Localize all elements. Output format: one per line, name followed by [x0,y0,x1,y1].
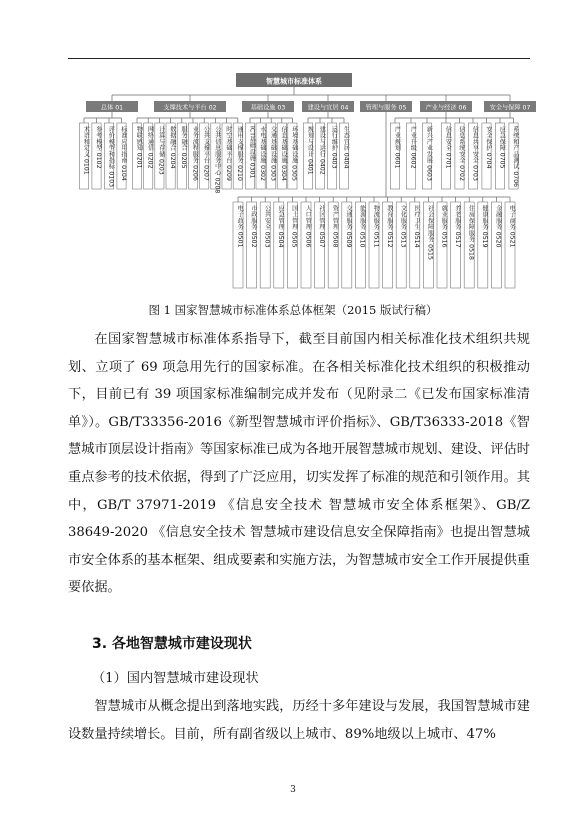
leaf-label: ICT基础设施 0301 [248,126,256,179]
leaf-label: 标准应用指南 0104 [119,126,127,181]
leaf-label: 水电基础设施 0302 [258,126,266,181]
category-label: 支撑技术与平台 02 [163,104,217,112]
figure-caption: 图 1 国家智慧城市标准体系总体框架（2015 版试行稿） [148,303,438,317]
leaf-label: 术语和定义 0101 [82,126,90,175]
service-leaf-label: 住房保障服务 0518 [467,205,475,260]
service-leaf-label: 医疗卫生 0514 [413,205,421,248]
leaf-label: 信息基础设施 0304 [280,126,288,181]
leaf-label: 时空基础平台 0209 [224,126,232,181]
category-label: 管理与服务 05 [365,104,407,112]
leaf-label: 信息系统安全 0702 [457,126,465,181]
leaf-label: 系统和产品测试 0706 [511,126,519,188]
service-leaf-label: 教育服务 0512 [385,205,393,248]
leaf-label: 产业升级 0602 [409,126,417,169]
leaf-label: 生态宜居 0404 [342,126,350,169]
section-heading: 3. 各地智慧城市建设现状 [92,636,252,652]
page-number: 3 [290,785,296,795]
leaf-label: 运行维护 0403 [330,126,338,169]
service-leaf-label: 养老服务 0517 [453,205,461,248]
standards-framework-diagram [0,0,586,300]
service-leaf-label: 就业服务 0516 [440,205,448,248]
leaf-label: 安全保护 0704 [484,126,492,169]
body-paragraph-2: 智慧城市从概念提出到落地实践，历经十多年建设与发展，我国智慧城市建设数量持续增长。目前，所有副省级以上城市、89%地级以上城市、47% [68,699,530,742]
service-leaf-label: 国土管理 0505 [290,205,298,248]
leaf-label: 信息共享安全 0703 [471,126,479,181]
service-leaf-label: 资产管理 0508 [331,205,339,248]
service-leaf-label: 文化服务 0513 [399,205,407,248]
category-label: 建设与宜居 04 [307,104,349,112]
service-leaf-label: 社会保障服务 0515 [426,205,434,260]
leaf-label: 计算与存储 0203 [157,126,165,175]
category-label: 安全与保障 07 [489,104,531,112]
category-label: 基础设施 03 [250,104,286,112]
leaf-label: 服务融合 0205 [180,126,188,169]
leaf-label: 规划与设计 0401 [306,126,314,175]
body-paragraph-1: 在国家智慧城市标准体系指导下，截至目前国内相关标准化技术组织共规划、立项了 69 项急用先行的国家标准。在各相关标准化技术组织的积极推动下，目前已有 39 项国家标准编制完成并发布（见附录二《已发布国家标准清单》）。GB/T33356-2016《新型智慧城市评价指标》、GB/T36333-2018《智慧城市顶层设计指南》等国家标准已成为各地开展智慧城市规划、建设、评估时重点参考的技术依据，得到了广泛应用，切实发挥了标准的规范和引领作用。其中，GB/T 37971-2019 《信息安全技术 智慧城市安全体系框架》、GB/Z 38649-2020 《信息安全技术 智慧城市建设信息安全保障指南》也提出智慧城市安全体系的基本框架、组成要素和实施方法，为智慧城市安全工作开展提供重要依据。 [68,332,530,596]
service-leaf-label: 社区管理 0507 [317,205,325,248]
service-leaf-label: 交通服务 0509 [345,205,353,248]
leaf-label: 建设与运行 0402 [318,126,326,175]
service-leaf-label: 电子商务 0521 [508,205,516,248]
leaf-label: 交通基础设施 0303 [269,126,277,181]
leaf-label: 通用支撑服务 0210 [236,126,244,181]
leaf-label: 环境基础设施 0305 [290,126,298,181]
service-leaf-label: 金融服务 0520 [494,205,502,248]
leaf-label: 公共信息服务中心 0208 [213,126,221,194]
leaf-label: 信息安全 0701 [444,126,452,169]
service-leaf-label: 电子政务 0501 [236,205,244,248]
service-leaf-label: 健康服务 0519 [481,205,489,248]
leaf-label: 网络通信 0202 [146,126,154,169]
leaf-label: 产业规划 0601 [393,126,401,169]
leaf-label: 评价模型和指标 0103 [107,126,115,188]
service-leaf-label: 应急管理 0504 [277,205,285,248]
leaf-label: 公共支撑平台 0207 [202,126,210,181]
service-leaf-label: 公共安全 0503 [263,205,271,248]
subsection-heading: （1）国内智慧城市建设现状 [92,671,259,686]
leaf-label: 应急保障 0705 [498,126,506,169]
category-label: 产业与经济 06 [425,104,467,112]
service-leaf-label: 人口管理 0506 [304,205,312,248]
service-leaf-label: 物流服务 0511 [372,205,380,248]
root-label: 智慧城市标准体系 [266,77,322,86]
leaf-label: 业务流程服务 0206 [191,126,199,181]
service-leaf-label: 能源服务 0510 [358,205,366,248]
leaf-label: 数据融合 0204 [168,126,176,169]
leaf-label: 新兴产业发展 0603 [425,126,433,181]
category-label: 总体 01 [100,104,124,112]
leaf-label: 物联感知 0201 [135,126,143,169]
service-leaf-label: 市政服务 0502 [249,205,257,248]
leaf-label: 参考模型 0102 [94,126,102,169]
